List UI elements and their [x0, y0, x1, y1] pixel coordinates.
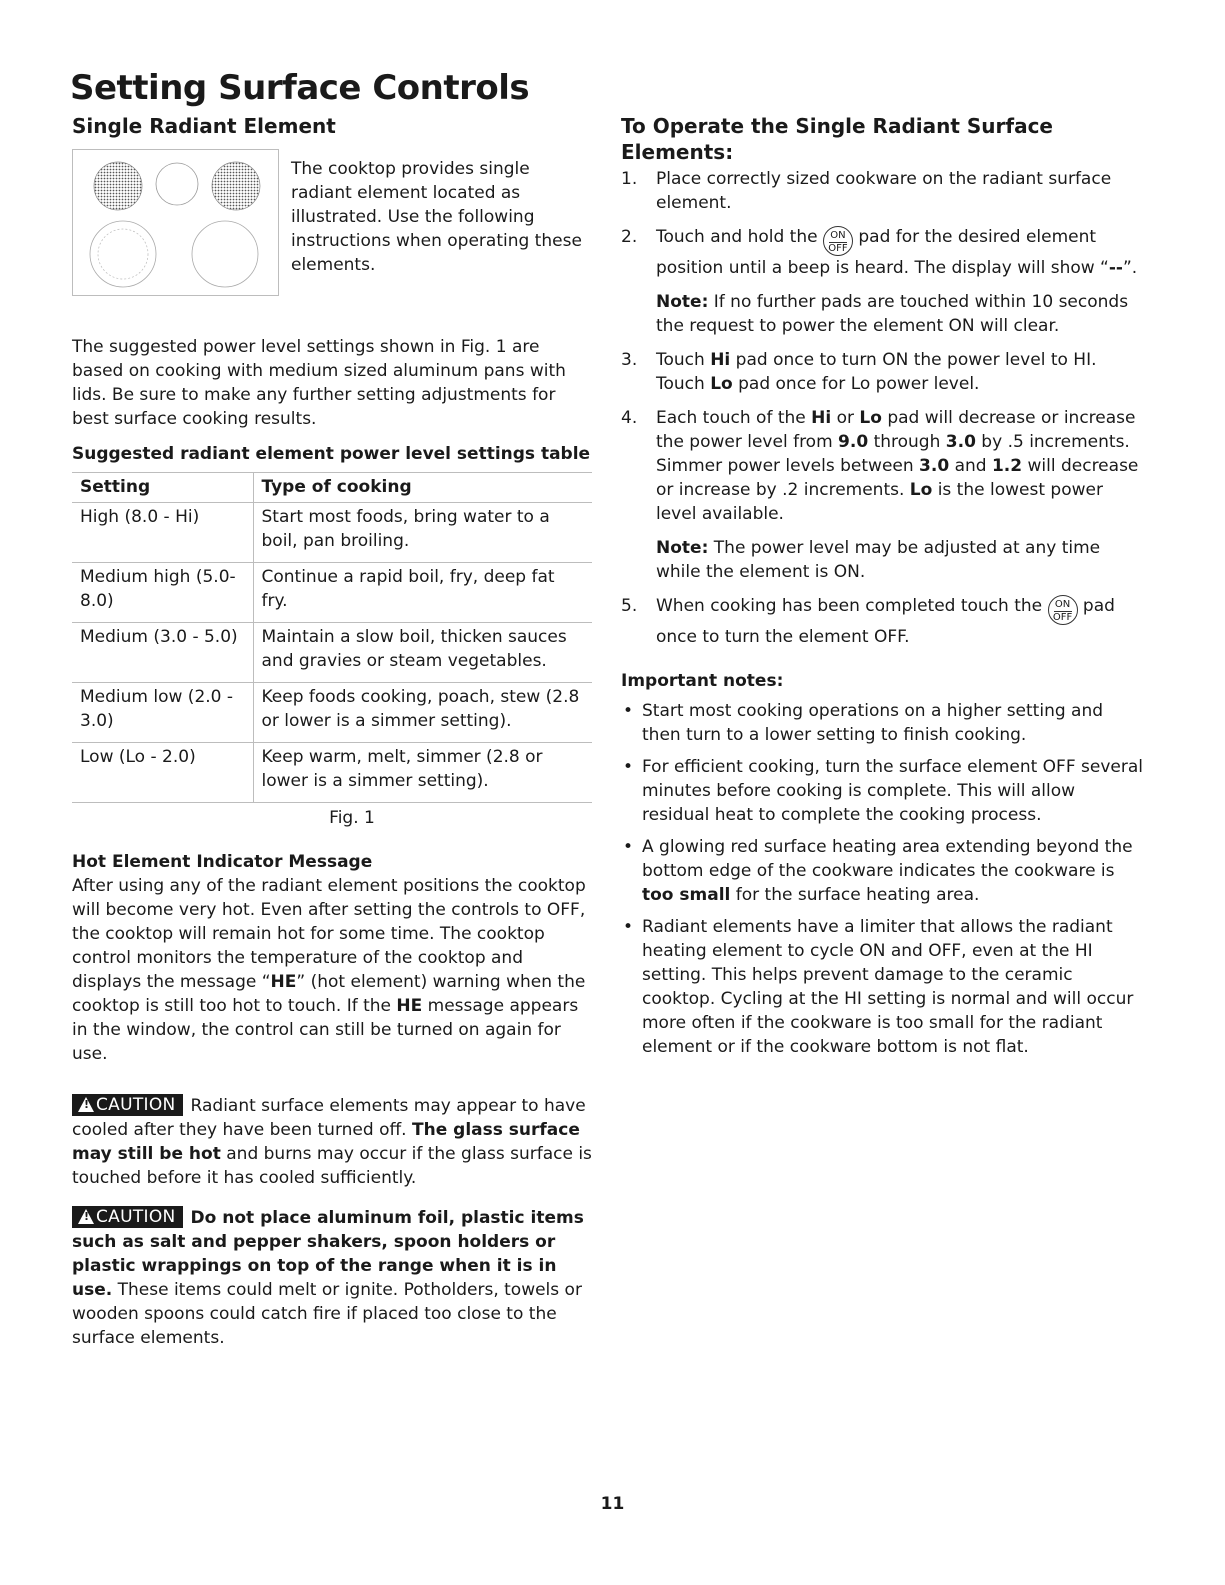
table-row [72, 563, 592, 623]
step-5: 5. When cooking has been completed touch the ON OFF pad once to turn the element OFF. [621, 596, 1115, 647]
step-4: 4. Each touch of the Hi or Lo pad will decrease or increase the power level from 9.0 through 3.0 by .5 increments. Simmer power levels between 3.0 and 1.2 will decrease or increase by .2 increments. Lo is the lowest power level available. Note: The power level may be adjusted at any time while the element is ON. [621, 406, 1146, 584]
list-item: • A glowing red surface heating area extending beyond the bottom edge of the cookware indicates the cookware is too small for the surface heating area. [623, 837, 1133, 905]
important-notes-list [621, 699, 1146, 1059]
step-2: 2. Touch and hold the ON OFF pad for the desired element position until a beep is heard. The display will show “--”. Note: If no further pads are touched within 10 seconds the request to power the element ON will clear. [621, 225, 1146, 338]
caution-flammable-items: !CAUTION Do not place aluminum foil, plastic items such as salt and pepper shakers, spoon holders or plastic wrappings on top of the range when it is in use. These items could melt or ignite. Potholders, towels or wooden spoons could catch fire if placed too close to the surface elements. [72, 1206, 592, 1350]
cooktop-diagram [73, 150, 278, 295]
cooking-cell: Keep warm, melt, simmer (2.8 or lower is a simmer setting). [253, 743, 592, 803]
table-row [72, 623, 592, 683]
page-number: 11 [600, 1494, 625, 1514]
cooking-cell: Continue a rapid boil, fry, deep fat fry. [253, 563, 592, 623]
warning-triangle-icon [78, 1209, 94, 1224]
list-item: • Radiant elements have a limiter that allows the radiant heating element to cycle ON and OFF, even at the HI setting. This helps prevent damage to the ceramic cooktop. Cycling at the HI setting is normal and will occur more often if the cookware is too small for the radiant element or if the cookware bottom is not flat. [623, 917, 1134, 1057]
intro-block [72, 149, 592, 335]
intro-text: The cooktop provides single radiant element located as illustrated. Use the following instructions when operating these elements. [291, 159, 582, 275]
section-title-single-radiant: Single Radiant Element [72, 114, 336, 138]
right-column [621, 113, 1146, 1067]
header-type-of-cooking: Type of cooking [253, 473, 592, 503]
list-item: • Start most cooking operations on a higher setting and then turn to a lower setting to finish cooking. [623, 701, 1104, 745]
table-row [72, 743, 592, 803]
important-notes-heading: Important notes: [621, 671, 784, 691]
bullet-icon: • [623, 917, 634, 937]
cooktop-illustration [72, 149, 279, 296]
on-off-pad-icon: ON OFF [1048, 595, 1078, 625]
setting-cell: Medium high (5.0-8.0) [72, 563, 253, 623]
front-left-element-outer [90, 221, 156, 287]
hot-element-paragraph: After using any of the radiant element positions the cooktop will become very hot. Even after setting the controls to OFF, the cooktop will remain hot for some time. The cooktop control monitors the temperature of the cooktop and displays the message “HE” (hot element) warning when the cooktop is still too hot to touch. If the HE message appears in the window, the control can still be turned on again for use. [72, 876, 586, 1064]
rear-center-element [156, 163, 198, 205]
table-row [72, 503, 592, 563]
operate-heading: To Operate the Single Radiant Surface Elements: [621, 114, 1053, 164]
step-2-note: Note: If no further pads are touched within 10 seconds the request to power the element ON will clear. [656, 292, 1129, 336]
table-title: Suggested radiant element power level settings table [72, 444, 591, 464]
on-off-pad-icon: ON OFF [823, 226, 853, 256]
setting-cell: High (8.0 - Hi) [72, 503, 253, 563]
cooking-cell: Keep foods cooking, poach, stew (2.8 or lower is a simmer setting). [253, 683, 592, 743]
suggested-settings-paragraph: The suggested power level settings shown in Fig. 1 are based on cooking with medium sized aluminum pans with lids. Be sure to make any further setting adjustments for best surface cooking results. [72, 337, 566, 429]
bullet-icon: • [623, 701, 634, 721]
cooking-cell: Start most foods, bring water to a boil, pan broiling. [253, 503, 592, 563]
table-header-row [72, 473, 592, 503]
rear-left-element [94, 162, 142, 210]
bullet-icon: • [623, 757, 634, 777]
caution-hot-glass: !CAUTION Radiant surface elements may appear to have cooled after they have been turned off. The glass surface may still be hot and burns may occur if the glass surface is touched before it has cooled sufficiently. [72, 1094, 592, 1190]
cooking-cell: Maintain a slow boil, thicken sauces and gravies or steam vegetables. [253, 623, 592, 683]
header-setting: Setting [72, 473, 253, 503]
setting-cell: Low (Lo - 2.0) [72, 743, 253, 803]
figure-label: Fig. 1 [329, 808, 375, 828]
caution-badge: !CAUTION [72, 1094, 183, 1116]
power-level-settings-table [72, 472, 592, 803]
step-4-note: Note: The power level may be adjusted at any time while the element is ON. [656, 538, 1101, 582]
front-left-element-inner [98, 229, 148, 279]
hot-element-heading: Hot Element Indicator Message [72, 852, 373, 872]
operation-steps [621, 167, 1146, 649]
bullet-icon: • [623, 837, 634, 857]
page-title: Setting Surface Controls [70, 68, 530, 108]
step-3: 3. Touch Hi pad once to turn ON the power level to HI. Touch Lo pad once for Lo power level. [621, 350, 1097, 394]
list-item: • For efficient cooking, turn the surface element OFF several minutes before cooking is complete. This will allow residual heat to complete the cooking process. [623, 757, 1143, 825]
left-column [72, 113, 592, 1350]
front-right-element [192, 221, 258, 287]
setting-cell: Medium (3.0 - 5.0) [72, 623, 253, 683]
warning-triangle-icon [78, 1097, 94, 1112]
step-1: 1. Place correctly sized cookware on the radiant surface element. [621, 169, 1112, 213]
rear-right-element [212, 162, 260, 210]
setting-cell: Medium low (2.0 - 3.0) [72, 683, 253, 743]
caution-badge: !CAUTION [72, 1206, 183, 1228]
table-row [72, 683, 592, 743]
